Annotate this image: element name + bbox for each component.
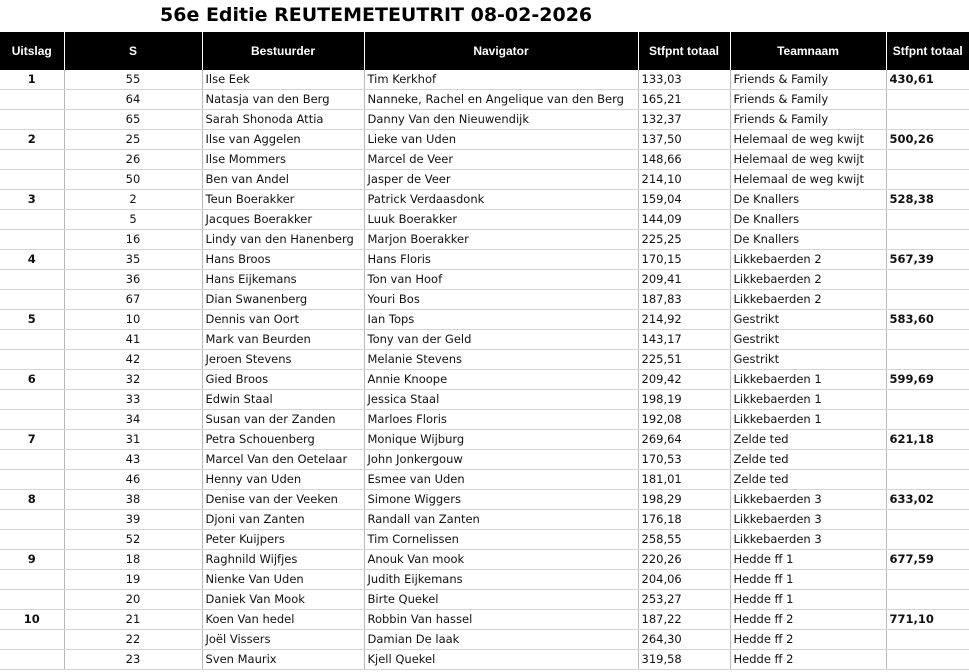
cell-startnummer[interactable]: 64 bbox=[64, 90, 202, 110]
cell-startnummer[interactable]: 25 bbox=[64, 130, 202, 150]
results-table bbox=[0, 32, 969, 670]
table-row bbox=[0, 610, 969, 630]
cell-navigator[interactable]: Tony van der Geld bbox=[364, 330, 638, 350]
cell-uitslag[interactable] bbox=[0, 530, 64, 550]
col-header-team-stfpnt-totaal[interactable]: Stfpnt totaal bbox=[886, 32, 969, 70]
cell-uitslag[interactable] bbox=[0, 290, 64, 310]
cell-bestuurder[interactable]: Marcel Van den Oetelaar bbox=[202, 450, 364, 470]
cell-teamnaam[interactable]: Helemaal de weg kwijt bbox=[730, 150, 886, 170]
cell-startnummer[interactable]: 55 bbox=[64, 70, 202, 90]
cell-startnummer[interactable]: 67 bbox=[64, 290, 202, 310]
cell-team-totaal[interactable] bbox=[886, 590, 969, 610]
cell-teamnaam[interactable]: Likkebaerden 2 bbox=[730, 290, 886, 310]
table-row bbox=[0, 70, 969, 90]
cell-uitslag[interactable] bbox=[0, 170, 64, 190]
table-row bbox=[0, 570, 969, 590]
cell-uitslag[interactable]: 8 bbox=[0, 490, 64, 510]
cell-navigator[interactable]: John Jonkergouw bbox=[364, 450, 638, 470]
cell-navigator[interactable]: Ian Tops bbox=[364, 310, 638, 330]
cell-startnummer[interactable]: 22 bbox=[64, 630, 202, 650]
table-row bbox=[0, 410, 969, 430]
cell-strafpunten[interactable]: 170,53 bbox=[638, 450, 730, 470]
cell-uitslag[interactable] bbox=[0, 210, 64, 230]
cell-team-totaal[interactable] bbox=[886, 470, 969, 490]
cell-startnummer[interactable]: 46 bbox=[64, 470, 202, 490]
cell-uitslag[interactable] bbox=[0, 630, 64, 650]
cell-navigator[interactable]: Birte Quekel bbox=[364, 590, 638, 610]
cell-navigator[interactable]: Marjon Boerakker bbox=[364, 230, 638, 250]
table-row bbox=[0, 350, 969, 370]
table-row bbox=[0, 650, 969, 670]
cell-bestuurder[interactable]: Edwin Staal bbox=[202, 390, 364, 410]
table-row bbox=[0, 110, 969, 130]
cell-navigator[interactable]: Marloes Floris bbox=[364, 410, 638, 430]
cell-team-totaal[interactable]: 621,18 bbox=[886, 430, 969, 450]
cell-teamnaam[interactable]: Likkebaerden 2 bbox=[730, 270, 886, 290]
cell-bestuurder[interactable]: Hans Eijkemans bbox=[202, 270, 364, 290]
cell-team-totaal[interactable]: 500,26 bbox=[886, 130, 969, 150]
cell-bestuurder[interactable]: Joël Vissers bbox=[202, 630, 364, 650]
col-header-s[interactable]: S bbox=[64, 32, 202, 70]
cell-bestuurder[interactable]: Denise van der Veeken bbox=[202, 490, 364, 510]
table-row bbox=[0, 130, 969, 150]
cell-teamnaam[interactable]: De Knallers bbox=[730, 230, 886, 250]
cell-startnummer[interactable]: 2 bbox=[64, 190, 202, 210]
cell-navigator[interactable]: Anouk Van mook bbox=[364, 550, 638, 570]
cell-bestuurder[interactable]: Lindy van den Hanenberg bbox=[202, 230, 364, 250]
cell-team-totaal[interactable] bbox=[886, 410, 969, 430]
cell-teamnaam[interactable]: Likkebaerden 3 bbox=[730, 490, 886, 510]
cell-strafpunten[interactable]: 187,22 bbox=[638, 610, 730, 630]
cell-teamnaam[interactable]: Helemaal de weg kwijt bbox=[730, 130, 886, 150]
cell-startnummer[interactable]: 50 bbox=[64, 170, 202, 190]
cell-navigator[interactable]: Danny Van den Nieuwendijk bbox=[364, 110, 638, 130]
cell-navigator[interactable]: Randall van Zanten bbox=[364, 510, 638, 530]
cell-navigator[interactable]: Damian De laak bbox=[364, 630, 638, 650]
cell-uitslag[interactable] bbox=[0, 230, 64, 250]
table-row bbox=[0, 210, 969, 230]
cell-uitslag[interactable] bbox=[0, 330, 64, 350]
cell-strafpunten[interactable]: 144,09 bbox=[638, 210, 730, 230]
cell-startnummer[interactable]: 10 bbox=[64, 310, 202, 330]
cell-startnummer[interactable]: 32 bbox=[64, 370, 202, 390]
cell-strafpunten[interactable]: 319,58 bbox=[638, 650, 730, 670]
table-row bbox=[0, 90, 969, 110]
cell-teamnaam[interactable]: Hedde ff 2 bbox=[730, 650, 886, 670]
cell-teamnaam[interactable]: Likkebaerden 3 bbox=[730, 510, 886, 530]
cell-startnummer[interactable]: 34 bbox=[64, 410, 202, 430]
cell-team-totaal[interactable] bbox=[886, 90, 969, 110]
cell-uitslag[interactable]: 4 bbox=[0, 250, 64, 270]
cell-team-totaal[interactable] bbox=[886, 450, 969, 470]
cell-navigator[interactable]: Jasper de Veer bbox=[364, 170, 638, 190]
cell-strafpunten[interactable]: 137,50 bbox=[638, 130, 730, 150]
table-row bbox=[0, 190, 969, 210]
cell-strafpunten[interactable]: 143,17 bbox=[638, 330, 730, 350]
cell-bestuurder[interactable]: Natasja van den Berg bbox=[202, 90, 364, 110]
table-row bbox=[0, 230, 969, 250]
col-header-uitslag[interactable]: Uitslag bbox=[0, 32, 64, 70]
cell-uitslag[interactable] bbox=[0, 650, 64, 670]
cell-team-totaal[interactable] bbox=[886, 110, 969, 130]
cell-uitslag[interactable] bbox=[0, 150, 64, 170]
cell-teamnaam[interactable]: Helemaal de weg kwijt bbox=[730, 170, 886, 190]
cell-team-totaal[interactable]: 430,61 bbox=[886, 70, 969, 90]
cell-team-totaal[interactable] bbox=[886, 630, 969, 650]
cell-bestuurder[interactable]: Sarah Shonoda Attia bbox=[202, 110, 364, 130]
cell-navigator[interactable]: Tim Kerkhof bbox=[364, 70, 638, 90]
table-row bbox=[0, 310, 969, 330]
table-row bbox=[0, 390, 969, 410]
cell-bestuurder[interactable]: Raghnild Wijfjes bbox=[202, 550, 364, 570]
cell-navigator[interactable]: Kjell Quekel bbox=[364, 650, 638, 670]
cell-teamnaam[interactable]: De Knallers bbox=[730, 190, 886, 210]
cell-teamnaam[interactable]: Likkebaerden 3 bbox=[730, 530, 886, 550]
table-row bbox=[0, 170, 969, 190]
cell-startnummer[interactable]: 42 bbox=[64, 350, 202, 370]
cell-startnummer[interactable]: 16 bbox=[64, 230, 202, 250]
cell-uitslag[interactable] bbox=[0, 90, 64, 110]
cell-team-totaal[interactable]: 583,60 bbox=[886, 310, 969, 330]
table-row bbox=[0, 430, 969, 450]
cell-navigator[interactable]: Lieke van Uden bbox=[364, 130, 638, 150]
cell-team-totaal[interactable] bbox=[886, 530, 969, 550]
cell-strafpunten[interactable]: 132,37 bbox=[638, 110, 730, 130]
cell-strafpunten[interactable]: 187,83 bbox=[638, 290, 730, 310]
cell-bestuurder[interactable]: Peter Kuijpers bbox=[202, 530, 364, 550]
cell-strafpunten[interactable]: 198,19 bbox=[638, 390, 730, 410]
cell-teamnaam[interactable]: Hedde ff 2 bbox=[730, 610, 886, 630]
table-row bbox=[0, 510, 969, 530]
cell-teamnaam[interactable]: Friends & Family bbox=[730, 110, 886, 130]
cell-uitslag[interactable] bbox=[0, 570, 64, 590]
cell-startnummer[interactable]: 38 bbox=[64, 490, 202, 510]
cell-strafpunten[interactable]: 225,25 bbox=[638, 230, 730, 250]
cell-uitslag[interactable]: 6 bbox=[0, 370, 64, 390]
cell-teamnaam[interactable]: Zelde ted bbox=[730, 430, 886, 450]
cell-navigator[interactable]: Melanie Stevens bbox=[364, 350, 638, 370]
cell-team-totaal[interactable] bbox=[886, 330, 969, 350]
cell-bestuurder[interactable]: Dian Swanenberg bbox=[202, 290, 364, 310]
title-row bbox=[0, 0, 969, 32]
cell-bestuurder[interactable]: Gied Broos bbox=[202, 370, 364, 390]
cell-navigator[interactable]: Monique Wijburg bbox=[364, 430, 638, 450]
col-header-stfpnt-totaal[interactable]: Stfpnt totaal bbox=[638, 32, 730, 70]
cell-teamnaam[interactable]: Gestrikt bbox=[730, 310, 886, 330]
cell-strafpunten[interactable]: 220,26 bbox=[638, 550, 730, 570]
cell-teamnaam[interactable]: Friends & Family bbox=[730, 90, 886, 110]
table-row bbox=[0, 370, 969, 390]
cell-bestuurder[interactable]: Djoni van Zanten bbox=[202, 510, 364, 530]
cell-navigator[interactable]: Annie Knoope bbox=[364, 370, 638, 390]
cell-bestuurder[interactable]: Sven Maurix bbox=[202, 650, 364, 670]
cell-strafpunten[interactable]: 198,29 bbox=[638, 490, 730, 510]
cell-strafpunten[interactable]: 269,64 bbox=[638, 430, 730, 450]
cell-strafpunten[interactable]: 209,42 bbox=[638, 370, 730, 390]
table-row bbox=[0, 330, 969, 350]
cell-uitslag[interactable] bbox=[0, 470, 64, 490]
cell-startnummer[interactable]: 43 bbox=[64, 450, 202, 470]
cell-strafpunten[interactable]: 148,66 bbox=[638, 150, 730, 170]
cell-uitslag[interactable]: 5 bbox=[0, 310, 64, 330]
cell-teamnaam[interactable]: Likkebaerden 1 bbox=[730, 390, 886, 410]
cell-team-totaal[interactable] bbox=[886, 290, 969, 310]
cell-navigator[interactable]: Tim Cornelissen bbox=[364, 530, 638, 550]
cell-navigator[interactable]: Jessica Staal bbox=[364, 390, 638, 410]
cell-team-totaal[interactable]: 567,39 bbox=[886, 250, 969, 270]
cell-team-totaal[interactable] bbox=[886, 390, 969, 410]
col-header-bestuurder[interactable]: Bestuurder bbox=[202, 32, 364, 70]
table-row bbox=[0, 470, 969, 490]
page-title: 56e Editie REUTEMETEUTRIT 08-02-2026 bbox=[160, 4, 593, 26]
cell-bestuurder[interactable]: Ben van Andel bbox=[202, 170, 364, 190]
cell-team-totaal[interactable] bbox=[886, 230, 969, 250]
cell-team-totaal[interactable]: 599,69 bbox=[886, 370, 969, 390]
cell-bestuurder[interactable]: Ilse van Aggelen bbox=[202, 130, 364, 150]
col-header-navigator[interactable]: Navigator bbox=[364, 32, 638, 70]
cell-team-totaal[interactable] bbox=[886, 170, 969, 190]
cell-strafpunten[interactable]: 264,30 bbox=[638, 630, 730, 650]
cell-startnummer[interactable]: 36 bbox=[64, 270, 202, 290]
cell-team-totaal[interactable]: 677,59 bbox=[886, 550, 969, 570]
cell-bestuurder[interactable]: Susan van der Zanden bbox=[202, 410, 364, 430]
cell-navigator[interactable]: Hans Floris bbox=[364, 250, 638, 270]
cell-startnummer[interactable]: 19 bbox=[64, 570, 202, 590]
table-row bbox=[0, 490, 969, 510]
cell-strafpunten[interactable]: 159,04 bbox=[638, 190, 730, 210]
table-row bbox=[0, 630, 969, 650]
cell-uitslag[interactable] bbox=[0, 590, 64, 610]
cell-teamnaam[interactable]: Zelde ted bbox=[730, 450, 886, 470]
cell-uitslag[interactable] bbox=[0, 350, 64, 370]
cell-strafpunten[interactable]: 204,06 bbox=[638, 570, 730, 590]
cell-bestuurder[interactable]: Petra Schouenberg bbox=[202, 430, 364, 450]
cell-bestuurder[interactable]: Mark van Beurden bbox=[202, 330, 364, 350]
cell-teamnaam[interactable]: Hedde ff 2 bbox=[730, 630, 886, 650]
cell-navigator[interactable]: Judith Eijkemans bbox=[364, 570, 638, 590]
cell-teamnaam[interactable]: De Knallers bbox=[730, 210, 886, 230]
table-row bbox=[0, 530, 969, 550]
cell-teamnaam[interactable]: Likkebaerden 1 bbox=[730, 370, 886, 390]
cell-bestuurder[interactable]: Ilse Eek bbox=[202, 70, 364, 90]
cell-navigator[interactable]: Marcel de Veer bbox=[364, 150, 638, 170]
cell-startnummer[interactable]: 18 bbox=[64, 550, 202, 570]
cell-team-totaal[interactable] bbox=[886, 350, 969, 370]
cell-startnummer[interactable]: 33 bbox=[64, 390, 202, 410]
cell-teamnaam[interactable]: Likkebaerden 2 bbox=[730, 250, 886, 270]
cell-startnummer[interactable]: 20 bbox=[64, 590, 202, 610]
cell-bestuurder[interactable]: Hans Broos bbox=[202, 250, 364, 270]
cell-bestuurder[interactable]: Jacques Boerakker bbox=[202, 210, 364, 230]
cell-navigator[interactable]: Nanneke, Rachel en Angelique van den Berg bbox=[364, 90, 638, 110]
cell-teamnaam[interactable]: Hedde ff 1 bbox=[730, 570, 886, 590]
cell-strafpunten[interactable]: 214,92 bbox=[638, 310, 730, 330]
cell-uitslag[interactable]: 9 bbox=[0, 550, 64, 570]
cell-strafpunten[interactable]: 253,27 bbox=[638, 590, 730, 610]
cell-navigator[interactable]: Simone Wiggers bbox=[364, 490, 638, 510]
table-row bbox=[0, 250, 969, 270]
cell-strafpunten[interactable]: 192,08 bbox=[638, 410, 730, 430]
cell-uitslag[interactable]: 1 bbox=[0, 70, 64, 90]
cell-bestuurder[interactable]: Henny van Uden bbox=[202, 470, 364, 490]
cell-navigator[interactable]: Youri Bos bbox=[364, 290, 638, 310]
cell-uitslag[interactable] bbox=[0, 110, 64, 130]
cell-team-totaal[interactable]: 771,10 bbox=[886, 610, 969, 630]
cell-uitslag[interactable]: 10 bbox=[0, 610, 64, 630]
cell-teamnaam[interactable]: Gestrikt bbox=[730, 350, 886, 370]
cell-uitslag[interactable]: 3 bbox=[0, 190, 64, 210]
cell-strafpunten[interactable]: 225,51 bbox=[638, 350, 730, 370]
table-row bbox=[0, 450, 969, 470]
table-row bbox=[0, 150, 969, 170]
cell-strafpunten[interactable]: 170,15 bbox=[638, 250, 730, 270]
cell-teamnaam[interactable]: Hedde ff 1 bbox=[730, 590, 886, 610]
cell-navigator[interactable]: Esmee van Uden bbox=[364, 470, 638, 490]
cell-strafpunten[interactable]: 181,01 bbox=[638, 470, 730, 490]
header-row bbox=[0, 32, 969, 70]
cell-uitslag[interactable] bbox=[0, 390, 64, 410]
cell-bestuurder[interactable]: Daniek Van Mook bbox=[202, 590, 364, 610]
cell-bestuurder[interactable]: Jeroen Stevens bbox=[202, 350, 364, 370]
cell-startnummer[interactable]: 35 bbox=[64, 250, 202, 270]
cell-strafpunten[interactable]: 176,18 bbox=[638, 510, 730, 530]
cell-team-totaal[interactable] bbox=[886, 210, 969, 230]
cell-bestuurder[interactable]: Dennis van Oort bbox=[202, 310, 364, 330]
cell-teamnaam[interactable]: Hedde ff 1 bbox=[730, 550, 886, 570]
col-header-teamnaam[interactable]: Teamnaam bbox=[730, 32, 886, 70]
cell-startnummer[interactable]: 31 bbox=[64, 430, 202, 450]
cell-uitslag[interactable] bbox=[0, 270, 64, 290]
table-row bbox=[0, 590, 969, 610]
cell-teamnaam[interactable]: Likkebaerden 1 bbox=[730, 410, 886, 430]
cell-uitslag[interactable] bbox=[0, 510, 64, 530]
table-row bbox=[0, 290, 969, 310]
cell-uitslag[interactable]: 7 bbox=[0, 430, 64, 450]
cell-strafpunten[interactable]: 214,10 bbox=[638, 170, 730, 190]
cell-strafpunten[interactable]: 209,41 bbox=[638, 270, 730, 290]
cell-uitslag[interactable] bbox=[0, 450, 64, 470]
table-row bbox=[0, 550, 969, 570]
cell-navigator[interactable]: Luuk Boerakker bbox=[364, 210, 638, 230]
cell-teamnaam[interactable]: Friends & Family bbox=[730, 70, 886, 90]
cell-bestuurder[interactable]: Nienke Van Uden bbox=[202, 570, 364, 590]
cell-teamnaam[interactable]: Gestrikt bbox=[730, 330, 886, 350]
cell-startnummer[interactable]: 41 bbox=[64, 330, 202, 350]
cell-startnummer[interactable]: 65 bbox=[64, 110, 202, 130]
cell-bestuurder[interactable]: Teun Boerakker bbox=[202, 190, 364, 210]
cell-startnummer[interactable]: 5 bbox=[64, 210, 202, 230]
cell-bestuurder[interactable]: Koen Van hedel bbox=[202, 610, 364, 630]
cell-strafpunten[interactable]: 165,21 bbox=[638, 90, 730, 110]
results-body bbox=[0, 70, 969, 670]
cell-bestuurder[interactable]: Ilse Mommers bbox=[202, 150, 364, 170]
cell-startnummer[interactable]: 39 bbox=[64, 510, 202, 530]
cell-navigator[interactable]: Patrick Verdaasdonk bbox=[364, 190, 638, 210]
cell-startnummer[interactable]: 52 bbox=[64, 530, 202, 550]
cell-startnummer[interactable]: 21 bbox=[64, 610, 202, 630]
cell-team-totaal[interactable] bbox=[886, 650, 969, 670]
cell-uitslag[interactable]: 2 bbox=[0, 130, 64, 150]
cell-team-totaal[interactable]: 633,02 bbox=[886, 490, 969, 510]
cell-navigator[interactable]: Ton van Hoof bbox=[364, 270, 638, 290]
cell-team-totaal[interactable] bbox=[886, 150, 969, 170]
cell-uitslag[interactable] bbox=[0, 410, 64, 430]
cell-strafpunten[interactable]: 133,03 bbox=[638, 70, 730, 90]
cell-teamnaam[interactable]: Zelde ted bbox=[730, 470, 886, 490]
cell-team-totaal[interactable] bbox=[886, 270, 969, 290]
cell-strafpunten[interactable]: 258,55 bbox=[638, 530, 730, 550]
cell-startnummer[interactable]: 23 bbox=[64, 650, 202, 670]
cell-team-totaal[interactable] bbox=[886, 570, 969, 590]
cell-team-totaal[interactable]: 528,38 bbox=[886, 190, 969, 210]
cell-startnummer[interactable]: 26 bbox=[64, 150, 202, 170]
cell-team-totaal[interactable] bbox=[886, 510, 969, 530]
cell-navigator[interactable]: Robbin Van hassel bbox=[364, 610, 638, 630]
table-row bbox=[0, 270, 969, 290]
